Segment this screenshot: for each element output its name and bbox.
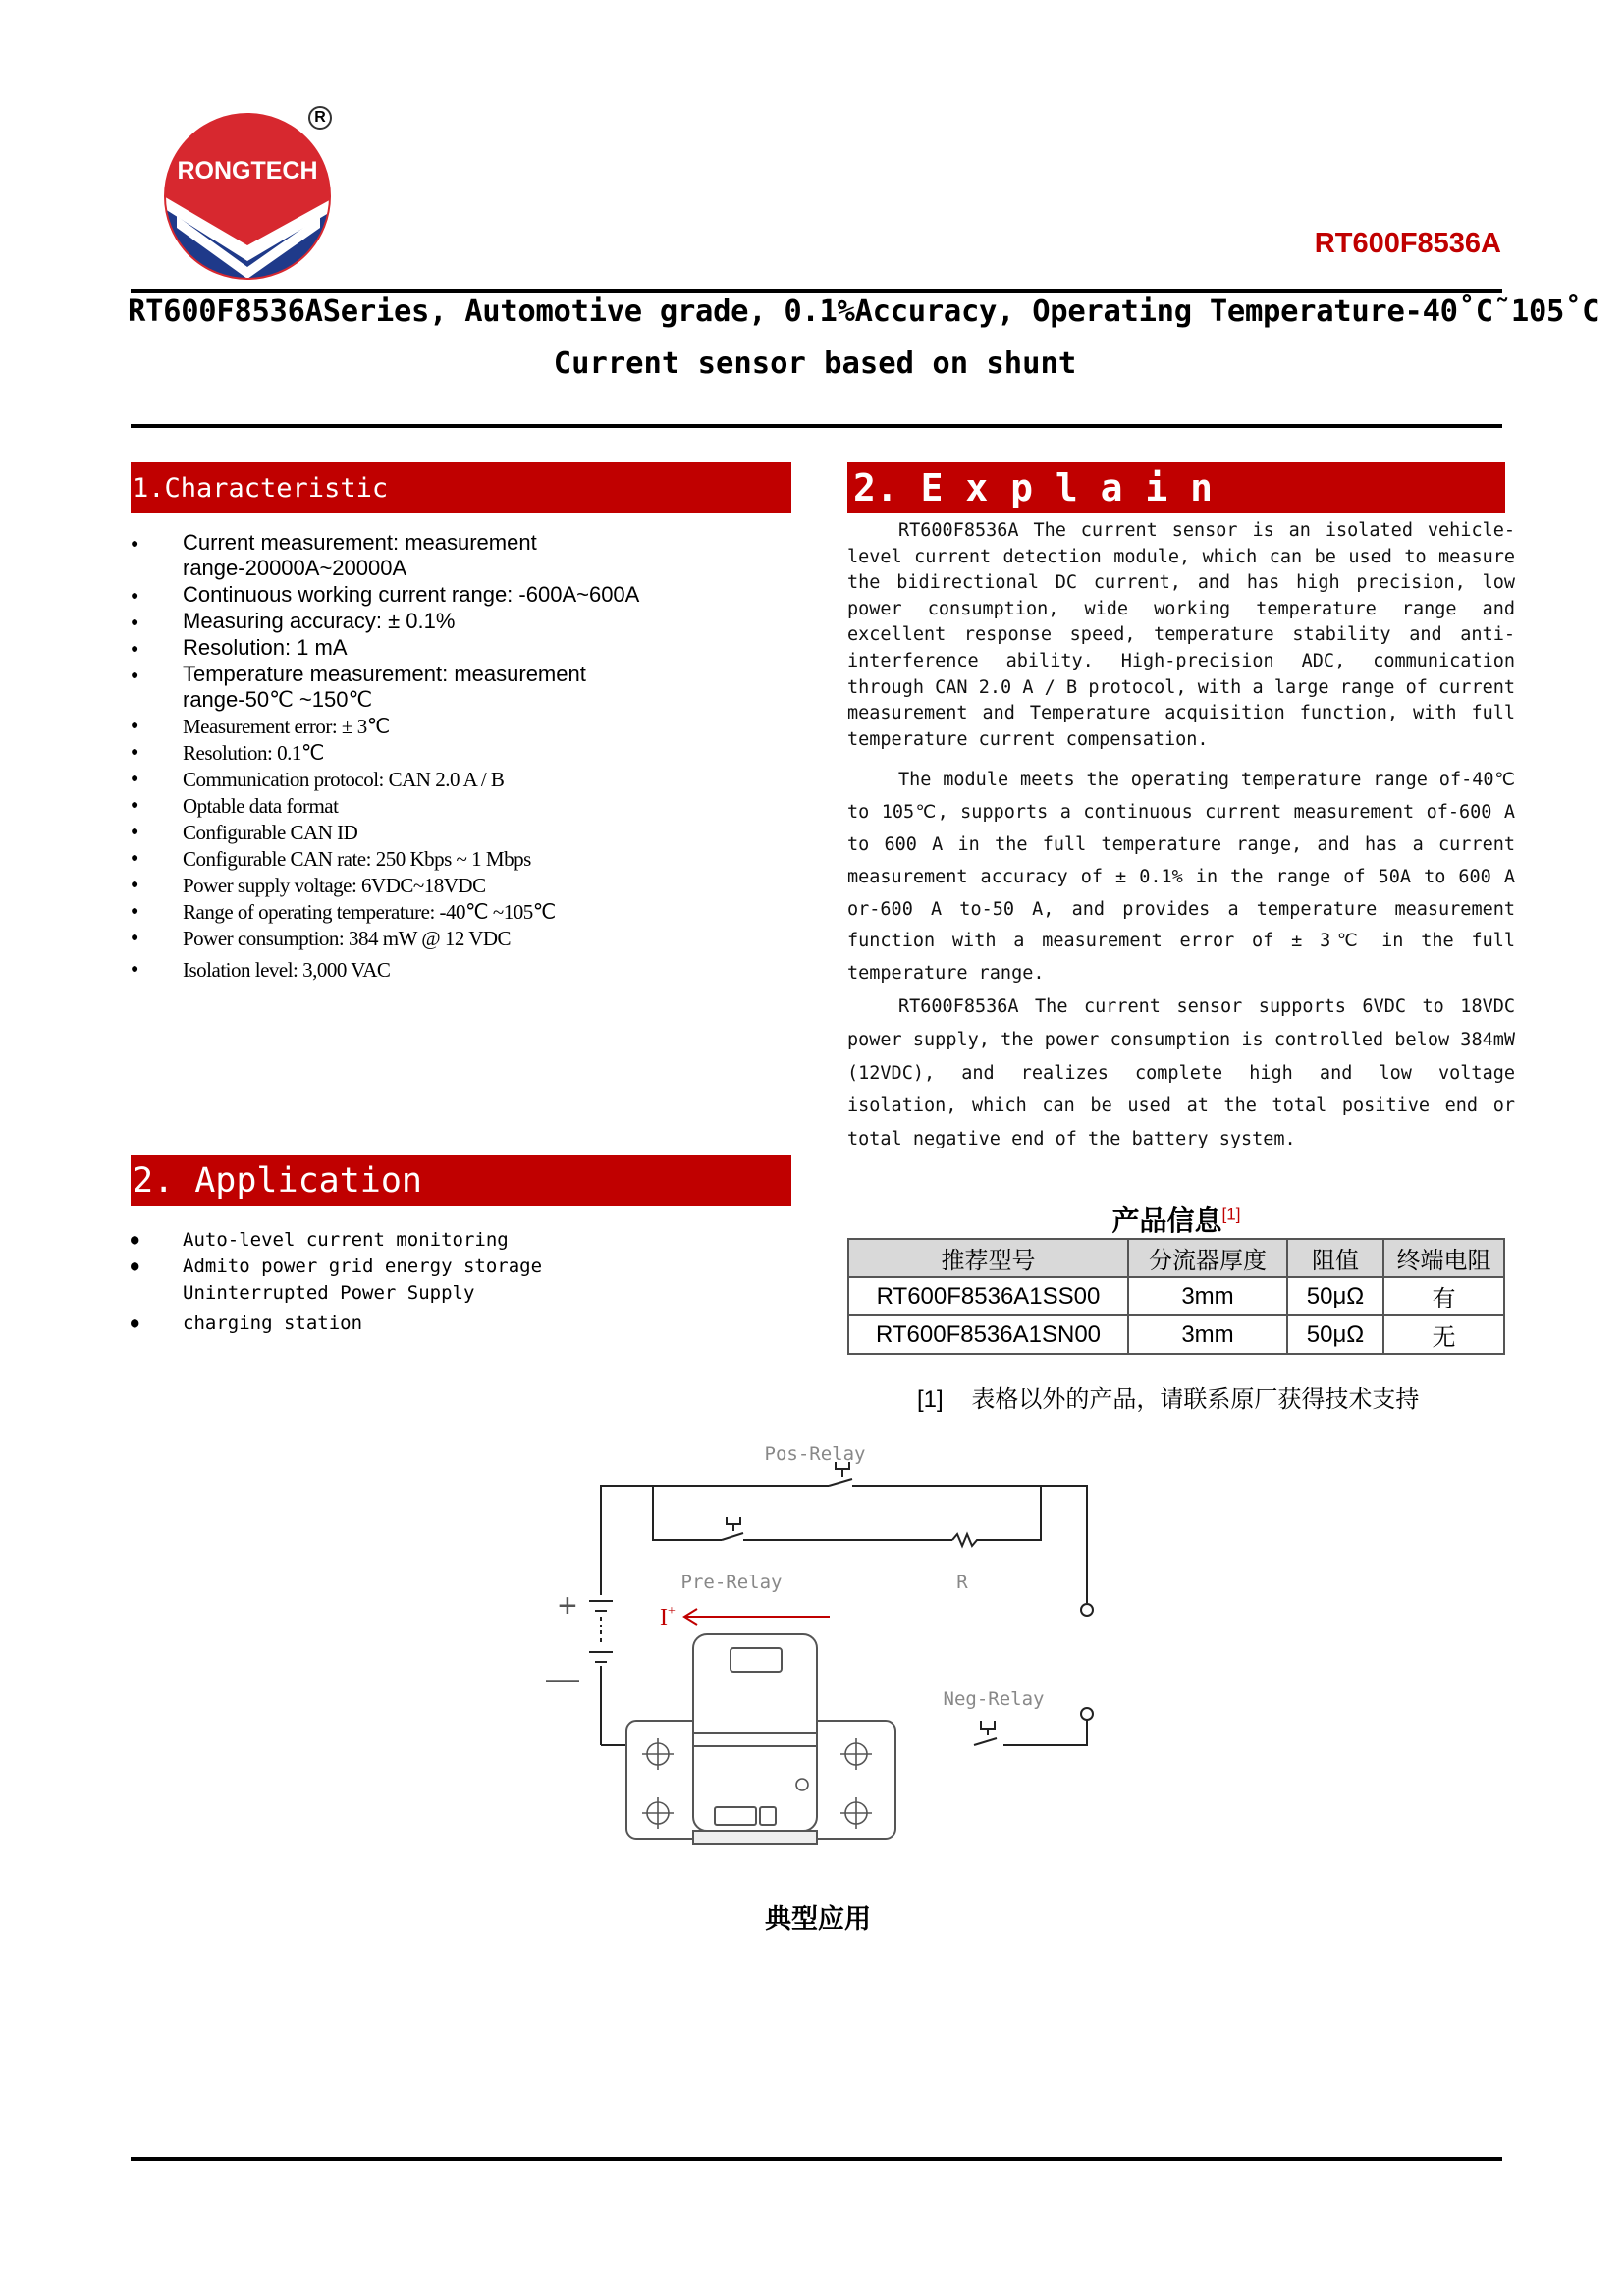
model-number: RT600F8536A (1314, 228, 1501, 259)
characteristic-list (131, 530, 798, 984)
list-item: ● Admito power grid energy storage Uninterrupted Power Supply (131, 1254, 595, 1307)
table-cell: 3mm (1128, 1277, 1287, 1315)
current-label (660, 1604, 676, 1630)
company-logo (157, 106, 344, 283)
minus-sign: — (546, 1660, 579, 1697)
note-ref: [1] (917, 1386, 944, 1413)
document-title-line-2: Current sensor based on shunt (553, 347, 1077, 381)
list-item: ● Power supply voltage: 6VDC~18VDC (131, 873, 798, 898)
list-item: ● Isolation level: 3,000 VAC (131, 957, 798, 983)
list-item: ● Measurement error: ± 3℃ (131, 714, 798, 739)
registered-mark (308, 106, 332, 130)
resistor-label: R (956, 1572, 968, 1593)
table-row (848, 1277, 1504, 1315)
column-header: 推荐型号 (848, 1239, 1128, 1277)
typical-application-diagram (530, 1438, 1110, 1890)
list-item: ● Temperature measurement: measurement range-50℃ ~150℃ (131, 662, 615, 713)
footer-rule (131, 2157, 1502, 2161)
diagram-caption: 典型应用 (765, 1904, 871, 1934)
characteristic-heading-text: 1.Characteristic (133, 472, 389, 504)
column-header: 阻值 (1287, 1239, 1383, 1277)
product-info-title-text: 产品信息 (1111, 1205, 1222, 1236)
list-item: ● Continuous working current range: -600A~600A (131, 582, 798, 608)
list-item: ● Measuring accuracy: ± 0.1% (131, 609, 798, 634)
list-item: ● Communication protocol: CAN 2.0 A / B (131, 767, 798, 792)
column-header: 终端电阻 (1383, 1239, 1504, 1277)
table-header-row (848, 1239, 1504, 1277)
table-cell: 3mm (1128, 1315, 1287, 1354)
explain-paragraph-2: The module meets the operating temperature range of-40℃ to 105℃, supports a continuous current measurement of-600 A to 600 A in the full temperature range, and has a current measurement accuracy of ± 0.1% in the range of 50A to 600 A or-600 A to-50 A, and provides a temperature measurement function with a measurement error of ± 3℃ in the full temperature range. (847, 770, 1515, 985)
header-rule (131, 289, 1502, 293)
pre-relay-label: Pre-Relay (680, 1572, 783, 1593)
title-rule (131, 424, 1502, 428)
registered-mark-text: R (314, 109, 326, 126)
current-label-sup: + (668, 1604, 676, 1619)
explain-paragraph-3: RT600F8536A The current sensor supports 6VDC to 18VDC power supply, the power consumption is controlled below 384mW (12VDC), and realizes complete high and low voltage isolation, which can be used at the total positive end or total negative end of the battery system. (847, 995, 1515, 1150)
logo-text: RONGTECH (177, 157, 318, 185)
explain-heading (847, 462, 1505, 513)
product-info-title (847, 1200, 1505, 1239)
table-cell: 有 (1383, 1277, 1504, 1315)
table-cell: 50μΩ (1287, 1277, 1383, 1315)
characteristic-heading (131, 462, 791, 513)
application-list (131, 1227, 798, 1337)
list-item: ● Resolution: 0.1℃ (131, 740, 798, 766)
explain-paragraph-1: RT600F8536A The current sensor is an isolated vehicle-level current detection module, which can be used to measure the bidirectional DC current, and has high precision, low power consumption, wide working temperature range and excellent response speed, temperature stability and anti-interference ability. High-precision ADC, communication through CAN 2.0 A / B protocol, with a large range of current measurement and Temperature acquisition function, with full temperature current compensation. (847, 520, 1515, 750)
explain-heading-text: 2. E x p l a i n (853, 466, 1214, 509)
list-item: ● charging station (131, 1310, 798, 1337)
document-title-line-1: RT600F8536ASeries, Automotive grade, 0.1%Accuracy, Operating Temperature-40˚C˜105˚C (128, 294, 1600, 329)
list-item: ● Current measurement: measurement range-20000A~20000A (131, 530, 575, 581)
table-cell: 无 (1383, 1315, 1504, 1354)
product-table (847, 1238, 1505, 1355)
application-heading-text: 2. Application (133, 1161, 423, 1201)
table-cell: 50μΩ (1287, 1315, 1383, 1354)
neg-relay-label: Neg-Relay (943, 1688, 1045, 1710)
list-item: ● Configurable CAN ID (131, 820, 798, 845)
table-cell: RT600F8536A1SN00 (848, 1315, 1128, 1354)
table-row (848, 1315, 1504, 1354)
product-table-note (917, 1379, 1419, 1414)
product-info-ref: [1] (1221, 1204, 1241, 1224)
application-heading (131, 1155, 791, 1206)
note-text: 表格以外的产品，请联系原厂获得技术支持 (971, 1386, 1420, 1413)
current-label-text: I (660, 1605, 668, 1630)
plus-sign: + (558, 1587, 577, 1625)
table-cell: RT600F8536A1SS00 (848, 1277, 1128, 1315)
list-item: ● Power consumption: 384 mW @ 12 VDC (131, 926, 798, 951)
explain-body (847, 518, 1515, 1156)
list-item: ● Optable data format (131, 793, 798, 819)
list-item: ● Range of operating temperature: -40℃ ~105℃ (131, 899, 798, 925)
list-item: ● Configurable CAN rate: 250 Kbps ~ 1 Mbps (131, 846, 798, 872)
column-header: 分流器厚度 (1128, 1239, 1287, 1277)
pos-relay-label: Pos-Relay (764, 1443, 866, 1465)
list-item: ● Resolution: 1 mA (131, 635, 798, 661)
list-item: ● Auto-level current monitoring (131, 1227, 798, 1254)
